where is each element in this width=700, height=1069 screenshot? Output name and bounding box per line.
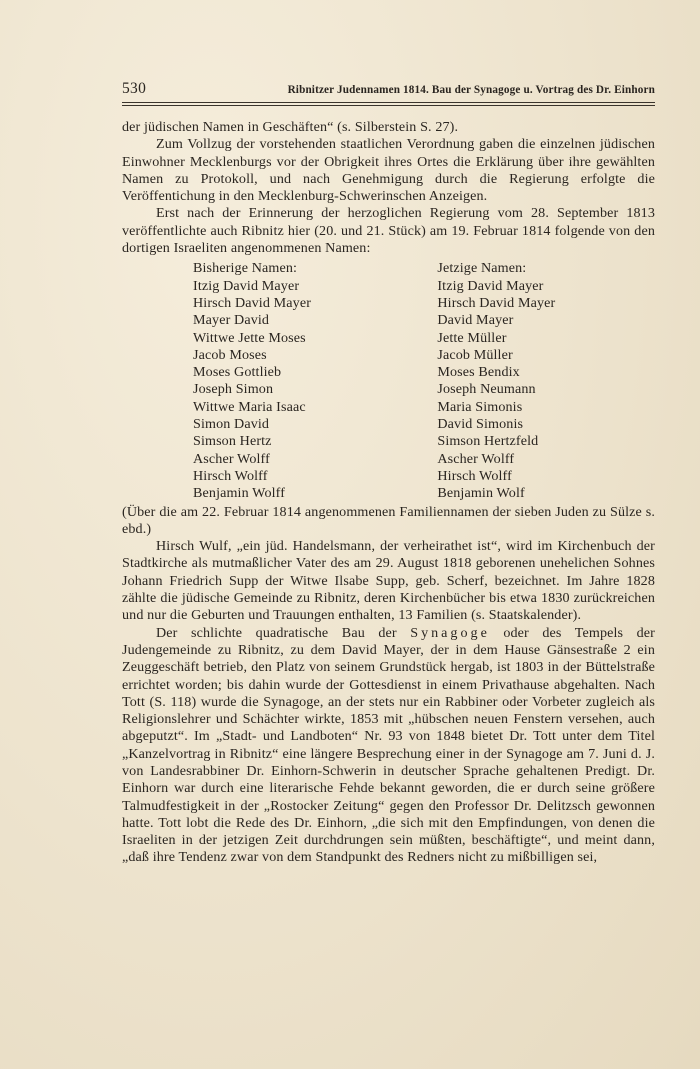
old-name: Wittwe Jette Moses [193, 329, 306, 346]
new-name: Benjamin Wolf [437, 485, 525, 502]
paragraph-6-start: Der schlichte quadratische Bau der [156, 624, 397, 641]
new-name: Simson Hertzfeld [437, 433, 539, 450]
old-names-header: Bisherige Namen: [193, 260, 298, 277]
new-name: Jette Müller [437, 329, 507, 346]
old-name: Jacob Moses [193, 346, 267, 363]
new-name: David Simonis [437, 416, 524, 433]
old-name: Simon David [193, 416, 270, 433]
new-names-column [437, 260, 655, 502]
old-name: Hirsch Wolff [193, 467, 268, 484]
spaced-word-synagoge: Synagoge [410, 624, 490, 641]
page-number: 530 [122, 80, 147, 97]
old-name: Itzig David Mayer [193, 277, 300, 294]
paragraph-4: (Über die am 22. Februar 1814 angenommenen Familiennamen der sieben Juden zu Sülze s. ebd.) [122, 503, 655, 537]
old-name: Hirsch David Mayer [193, 294, 312, 311]
paragraph-1: der jüdischen Namen in Geschäften“ (s. Silberstein S. 27). [122, 119, 459, 135]
paragraph-3: Erst nach der Erinnerung der herzoglichen Regierung vom 28. September 1813 veröffentlichte auch Ribnitz hier (20. und 21. Stück) am 19. Februar 1814 folgende von den dortigen Israeliten angenommenen Namen: [122, 205, 655, 257]
old-name: Moses Gottlieb [193, 364, 282, 381]
body-text [122, 119, 655, 867]
book-page [122, 80, 655, 867]
paragraph-6-rest: oder des Tempels der Judengemeinde zu Ribnitz, zu dem David Mayer, der in dem Hause Gänsestraße 2 ein Zeuggeschäft betrieb, den Platz von seinem Grundstück hergab, ist 1803 in der Büttelstraße errichtet worden; bis dahin wurde der Gottesdienst in einem Privathause abgehalten. Nach Tott (S. 118) wurde die Synagoge, an der stets nur ein Rabbiner oder Vorbeter zugleich als Religionslehrer und Schächter wirkte, 1853 mit „hübschen neuen Fenstern versehen, auch abgeputzt“. Im „Stadt- und Landboten“ Nr. 93 von 1848 bietet Dr. Tott unter dem Titel „Kanzelvortrag in Ribnitz“ eine längere Besprechung einer in der Synagoge am 7. Juni d. J. von Landesrabbiner Dr. Einhorn-Schwerin in deutscher Sprache gehaltenen Predigt. Dr. Einhorn war durch eine literarische Fehde bekannt geworden, die er durch seine größere Talmudfestigkeit in der „Rostocker Zeitung“ gegen den Professor Dr. Delitzsch gewonnen hatte. Tott lobt die Rede des Dr. Einhorn, „die sich mit den Empfindungen, von denen die Israeliten in der jetzigen Zeit durchdrungen sein müßten, beschäftigte“, und meint dann, „daß ihre Tendenz zwar von dem Standpunkt des Redners nicht zu mißbilligen sei, [122, 624, 655, 866]
new-name: Joseph Neumann [437, 381, 536, 398]
name-table [193, 260, 655, 502]
new-name: Itzig David Mayer [437, 277, 544, 294]
paragraph-6 [122, 625, 655, 867]
new-name: Hirsch Wolff [437, 467, 512, 484]
header-rule [122, 105, 655, 106]
running-head [122, 80, 655, 103]
new-name: Jacob Müller [437, 346, 513, 363]
old-name: Mayer David [193, 312, 270, 329]
new-name: Maria Simonis [437, 398, 523, 415]
paragraph-2: Zum Vollzug der vorstehenden staatlichen Verordnung gaben die einzelnen jüdischen Einwohner Mecklenburgs vor der Obrigkeit ihres Ortes die Erklärung über ihre gewählten Namen zu Protokoll, und nach Genehmigung durch die Regierung erfolgte die Veröffentichung in den Mecklenburg-Schwerinschen Anzeigen. [122, 136, 655, 205]
old-name: Benjamin Wolff [193, 485, 286, 502]
old-name: Joseph Simon [193, 381, 274, 398]
old-name: Simson Hertz [193, 433, 272, 450]
old-names-column [193, 260, 437, 502]
new-name: Hirsch David Mayer [437, 294, 556, 311]
old-name: Wittwe Maria Isaac [193, 398, 306, 415]
paragraph-5: Hirsch Wulf, „ein jüd. Handelsmann, der verheirathet ist“, wird im Kirchenbuch der Stadtkirche als mutmaßlicher Vater des am 29. August 1818 geborenen unehelichen Sohnes Johann Friedrich Supp der Witwe Ilsabe Supp, geb. Scherf, bezeichnet. Im Jahre 1828 zählte die jüdische Gemeinde zu Ribnitz, deren Kirchenbücher bis etwa 1830 zurückreichen und nur die Geburten und Trauungen enthalten, 13 Familien (s. Staatskalender). [122, 538, 655, 624]
new-name: Ascher Wolff [437, 450, 515, 467]
running-title: Ribnitzer Judennamen 1814. Bau der Synagoge u. Vortrag des Dr. Einhorn [287, 84, 655, 96]
old-name: Ascher Wolff [193, 450, 270, 467]
new-name: Moses Bendix [437, 364, 520, 381]
new-name: David Mayer [437, 312, 514, 329]
new-names-header: Jetzige Namen: [437, 260, 527, 277]
